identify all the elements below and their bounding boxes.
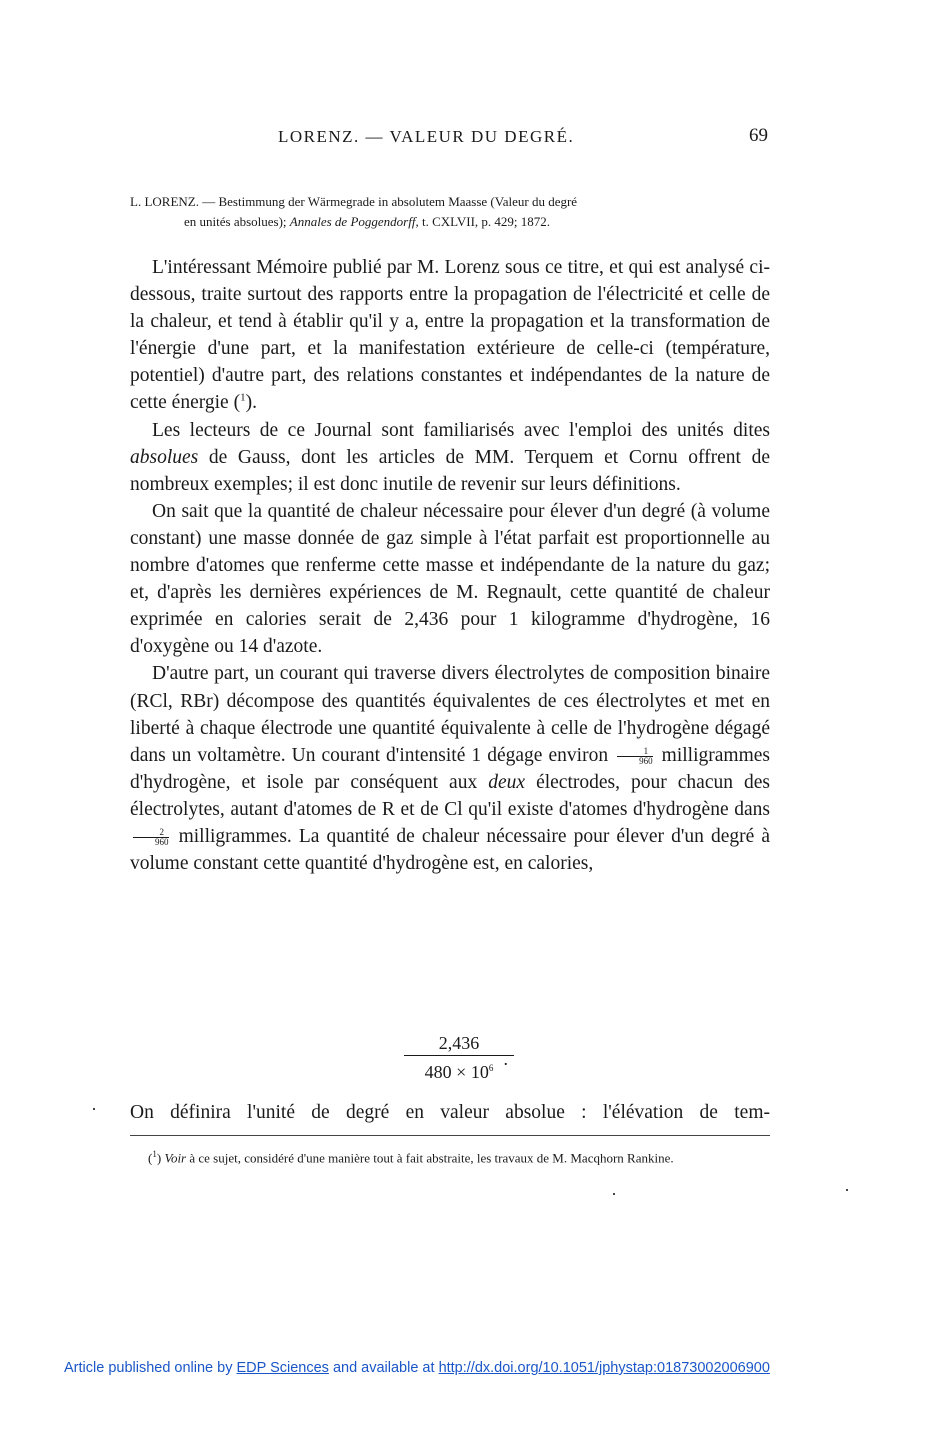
paragraph-4-text-c: électrodes, pour chacun des électrolytes, autant d'atomes de R et de Cl qu'il existe d'atomes d'hydrogène dans: [130, 771, 770, 820]
margin-speck: [846, 1189, 848, 1191]
paragraph-1-text: L'intéressant Mémoire publié par M. Lorenz sous ce titre, et qui est analysé ci-dessous, traite surtout des rapports entre la propagation de l'électricité et celle de la chaleur, et tend à établir qu'il y a, entre la propagation et la transformation de l'énergie d'une part, et la manifestation extérieure de celle-ci (température, potentiel) d'autre part, des relations constantes et indépendantes de la nature de cette énergie (: [130, 257, 770, 414]
reference-line-1: [130, 192, 770, 212]
reference-citation: , t. CXLVII, p. 429; 1872.: [415, 214, 551, 229]
formula-numerator: 2,436: [404, 1031, 514, 1056]
doi-link[interactable]: http://dx.doi.org/10.1051/jphystap:01873002006900: [438, 1360, 770, 1376]
fraction-2-numerator: 2: [133, 828, 169, 838]
reference-author: L. LORENZ.: [130, 194, 199, 209]
paragraph-3: On sait que la quantité de chaleur nécessaire pour élever d'un degré (à volume constant) une masse donnée de gaz simple à l'état parfait est proportionnelle au nombre d'atomes que renferme cette masse et indépendante de la nature du gaz; et, d'après les dernières expériences de M. Regnault, cette quantité de chaleur exprimée en calories serait de 2,436 pour 1 kilogramme d'hydrogène, 16 d'oxygène ou 14 d'azote.: [130, 500, 770, 658]
paragraph-2: [130, 417, 770, 498]
online-notice-middle: and available at: [328, 1360, 439, 1376]
paragraph-4: [130, 660, 770, 877]
paragraph-2-end: de Gauss, dont les articles de MM. Terquem et Cornu offrent de nombreux exemples; il est donc inutile de revenir sur leurs définitions.: [130, 446, 770, 495]
paragraph-1: [130, 254, 770, 417]
paragraph-4-text-b: milligrammes d'hydrogène, et isole par conséquent aux: [130, 744, 770, 793]
display-formula: [404, 1031, 514, 1084]
fraction-1-denominator: 960: [639, 755, 653, 766]
formula-period: .: [503, 1049, 508, 1069]
reference-subtitle: en unités absolues);: [184, 214, 290, 229]
fraction-2-denominator: 960: [155, 837, 169, 847]
emphasis-absolues: absolues: [130, 446, 199, 468]
paragraph-4-text-d: milligrammes. La quantité de chaleur nécessaire pour élever d'un degré à volume constant cette quantité d'hydrogène est, en calories,: [130, 825, 770, 875]
paragraph-4-text: D'autre part, un courant qui traverse divers électrolytes de composition binaire (RCl, RBr) décompose des quantités équivalentes de ces électrolytes et met en liberté à chaque électrode une quantité équivalente à celle de l'hydrogène dégagé dans un voltamètre. Un courant d'intensité 1 dégage environ: [130, 663, 770, 766]
paragraph-2-text: Les lecteurs de ce Journal sont familiarisés avec l'emploi des unités dites: [152, 419, 770, 441]
emphasis-deux: deux: [488, 771, 526, 793]
footnote-text: ($^1$) Voir à ce sujet, considéré d'une manière tout à fait abstraite, les travaux de M. Macqhorn Rankine.: [148, 1149, 674, 1166]
bibliographic-reference: [130, 192, 770, 232]
paragraph-1-end: ).: [245, 392, 257, 414]
running-header: [130, 123, 770, 149]
footnote-voir: Voir: [164, 1150, 187, 1166]
formula-denominator-base: 480 × 10: [424, 1062, 489, 1082]
formula-exponent: 6: [488, 1063, 494, 1073]
fraction-1-numerator: 1: [617, 747, 653, 757]
margin-speck: [613, 1193, 615, 1195]
inline-fraction-2: [133, 828, 169, 847]
margin-speck: [93, 1108, 95, 1110]
footnote-body: à ce sujet, considéré d'une manière tout à fait abstraite, les travaux de M. Macqhorn Rankine.: [186, 1150, 674, 1166]
article-body: [130, 254, 770, 877]
footnote-divider: [130, 1135, 770, 1136]
page-number: 69: [749, 125, 768, 146]
footnote-marker: 1: [152, 1149, 157, 1159]
paragraph-5-start: On définira l'unité de degré en valeur absolue : l'élévation de tem-: [130, 1102, 770, 1123]
online-publication-notice: [64, 1360, 824, 1376]
online-notice-prefix: Article published online by: [64, 1360, 237, 1376]
publisher-link[interactable]: EDP Sciences: [236, 1360, 329, 1376]
footnote: [130, 1144, 770, 1168]
running-title: LORENZ. — VALEUR DU DEGRÉ.: [278, 127, 575, 146]
inline-fraction-1: [617, 747, 653, 766]
footnote-ref: 1: [240, 391, 246, 404]
reference-line-2: [130, 212, 770, 232]
reference-journal: Annales de Poggendorff: [289, 214, 416, 229]
reference-title: — Bestimmung der Wärmegrade in absolutem Maasse (Valeur du degré: [198, 194, 578, 209]
formula-denominator: [404, 1056, 514, 1084]
